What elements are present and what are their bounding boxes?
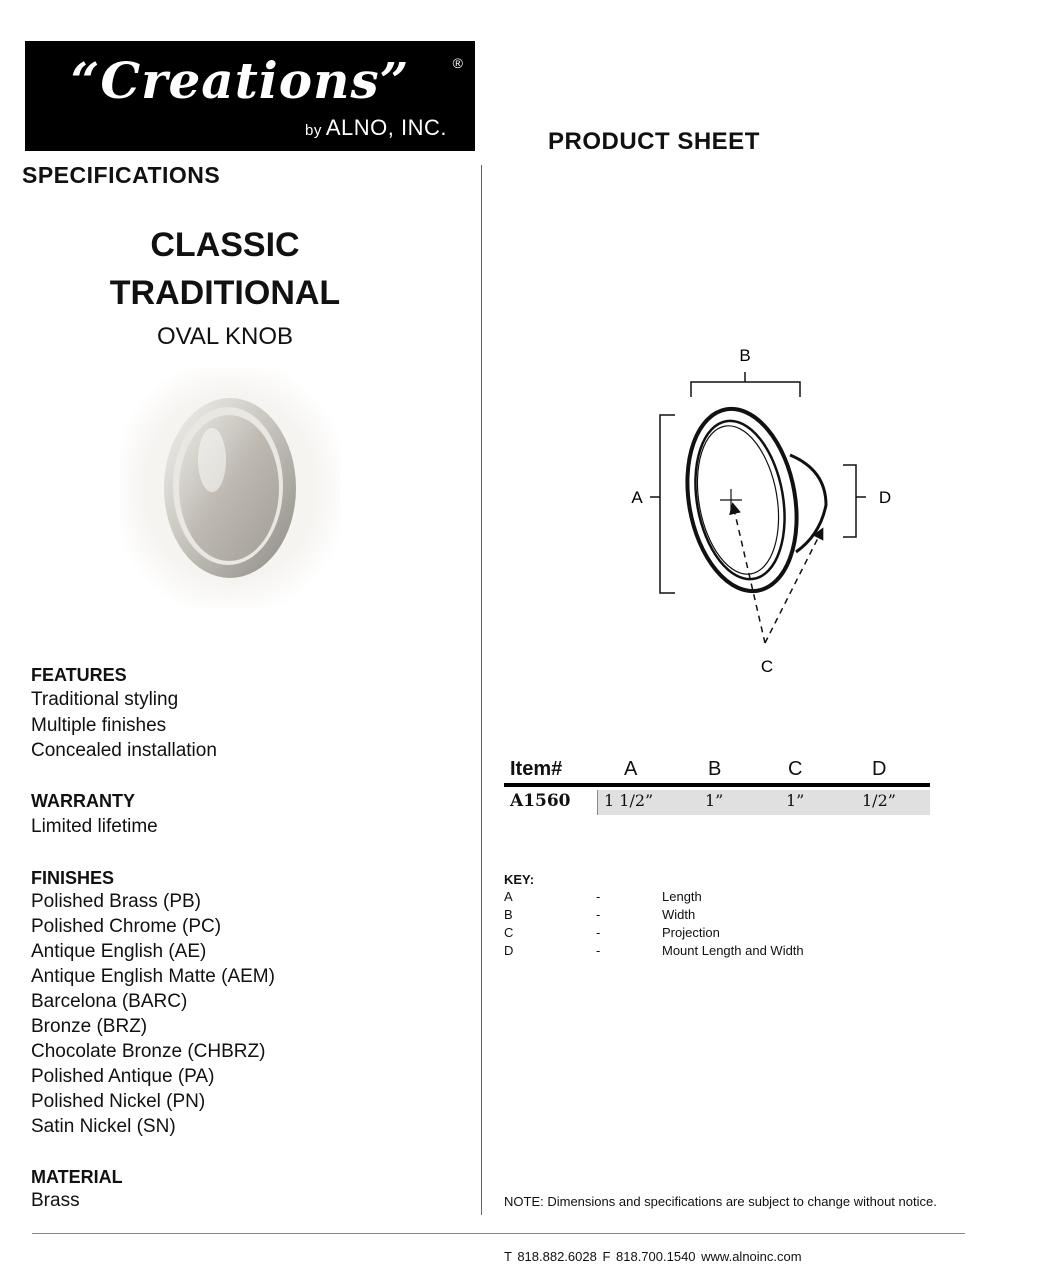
knob-photo <box>120 368 340 608</box>
company-logo <box>25 41 475 151</box>
warranty-heading: WARRANTY <box>31 791 135 811</box>
disclaimer-note: NOTE: Dimensions and specifications are subject to change without notice. <box>504 1194 937 1209</box>
key-meaning: Mount Length and Width <box>662 943 804 958</box>
table-header-rule <box>504 783 930 787</box>
logo-company: ALNO, INC. <box>325 115 447 140</box>
features-heading: FEATURES <box>31 665 127 685</box>
finish-item: Antique English (AE) <box>31 941 207 962</box>
finishes-heading: FINISHES <box>31 868 115 888</box>
key-meaning: Width <box>662 907 696 922</box>
cell-b: 1” <box>705 791 724 810</box>
column-header-c: C <box>788 758 803 780</box>
dimension-d-bracket <box>843 465 856 537</box>
key-letter: B <box>504 907 513 922</box>
dimension-b-bracket <box>691 382 800 397</box>
dimension-a-label: A <box>631 488 643 507</box>
logo-company-line <box>305 115 447 141</box>
finish-item: Polished Antique (PA) <box>31 1066 215 1087</box>
key-heading: KEY: <box>504 872 535 887</box>
material-heading: MATERIAL <box>31 1167 123 1187</box>
finish-item: Polished Brass (PB) <box>31 891 202 912</box>
logo-registered-mark: ® <box>452 55 463 71</box>
key-letter: C <box>504 925 514 940</box>
column-header-d: D <box>872 758 887 780</box>
finish-item: Antique English Matte (AEM) <box>31 966 275 987</box>
cell-item: A1560 <box>510 791 571 811</box>
column-header-a: A <box>624 758 638 780</box>
key-row <box>504 925 904 943</box>
dimension-c-label: C <box>760 657 774 676</box>
cell-c: 1” <box>786 791 805 810</box>
finish-item: Polished Nickel (PN) <box>31 1091 206 1112</box>
key-letter: D <box>504 943 514 958</box>
material-item: Brass <box>31 1190 80 1211</box>
product-sheet-heading: PRODUCT SHEET <box>548 128 760 155</box>
logo-by: by <box>305 122 322 139</box>
key-dash: - <box>596 889 601 904</box>
key-letter: A <box>504 889 513 904</box>
key-row <box>504 907 904 925</box>
key-meaning: Length <box>662 889 702 904</box>
product-title-line1: CLASSIC <box>150 226 300 264</box>
key-row <box>504 943 904 961</box>
finish-item: Bronze (BRZ) <box>31 1016 148 1037</box>
feature-item: Traditional styling <box>31 689 179 710</box>
dimension-a-bracket <box>660 415 675 593</box>
key-meaning: Projection <box>662 925 720 940</box>
product-title-line2: TRADITIONAL <box>109 274 341 312</box>
key-row <box>504 889 904 907</box>
key-dash: - <box>596 925 601 940</box>
feature-item: Multiple finishes <box>31 715 167 736</box>
cell-d: 1/2” <box>862 791 896 810</box>
table-row <box>504 788 930 816</box>
key-dash: - <box>596 907 601 922</box>
column-header-b: B <box>708 758 722 780</box>
warranty-item: Limited lifetime <box>31 816 158 837</box>
dimension-diagram <box>600 335 920 685</box>
finish-item: Chocolate Bronze (CHBRZ) <box>31 1041 266 1062</box>
footer-rule <box>32 1233 965 1234</box>
cell-a: 1 1/2” <box>604 791 654 810</box>
feature-item: Concealed installation <box>31 740 217 761</box>
finish-item: Polished Chrome (PC) <box>31 916 222 937</box>
dimension-d-label: D <box>878 488 892 507</box>
specifications-heading: SPECIFICATIONS <box>22 162 221 188</box>
dimension-table-header <box>506 758 930 784</box>
logo-brand-name: “Creations” <box>70 51 410 110</box>
finish-item: Barcelona (BARC) <box>31 991 188 1012</box>
vertical-divider <box>481 165 482 1215</box>
contact-info: T 818.882.6028 F 818.700.1540 www.alnoinc.com <box>504 1249 802 1264</box>
dimension-b-label: B <box>739 346 751 365</box>
column-header-item: Item# <box>510 758 563 780</box>
finish-item: Satin Nickel (SN) <box>31 1116 176 1137</box>
key-dash: - <box>596 943 601 958</box>
product-subtitle: OVAL KNOB <box>156 323 294 350</box>
